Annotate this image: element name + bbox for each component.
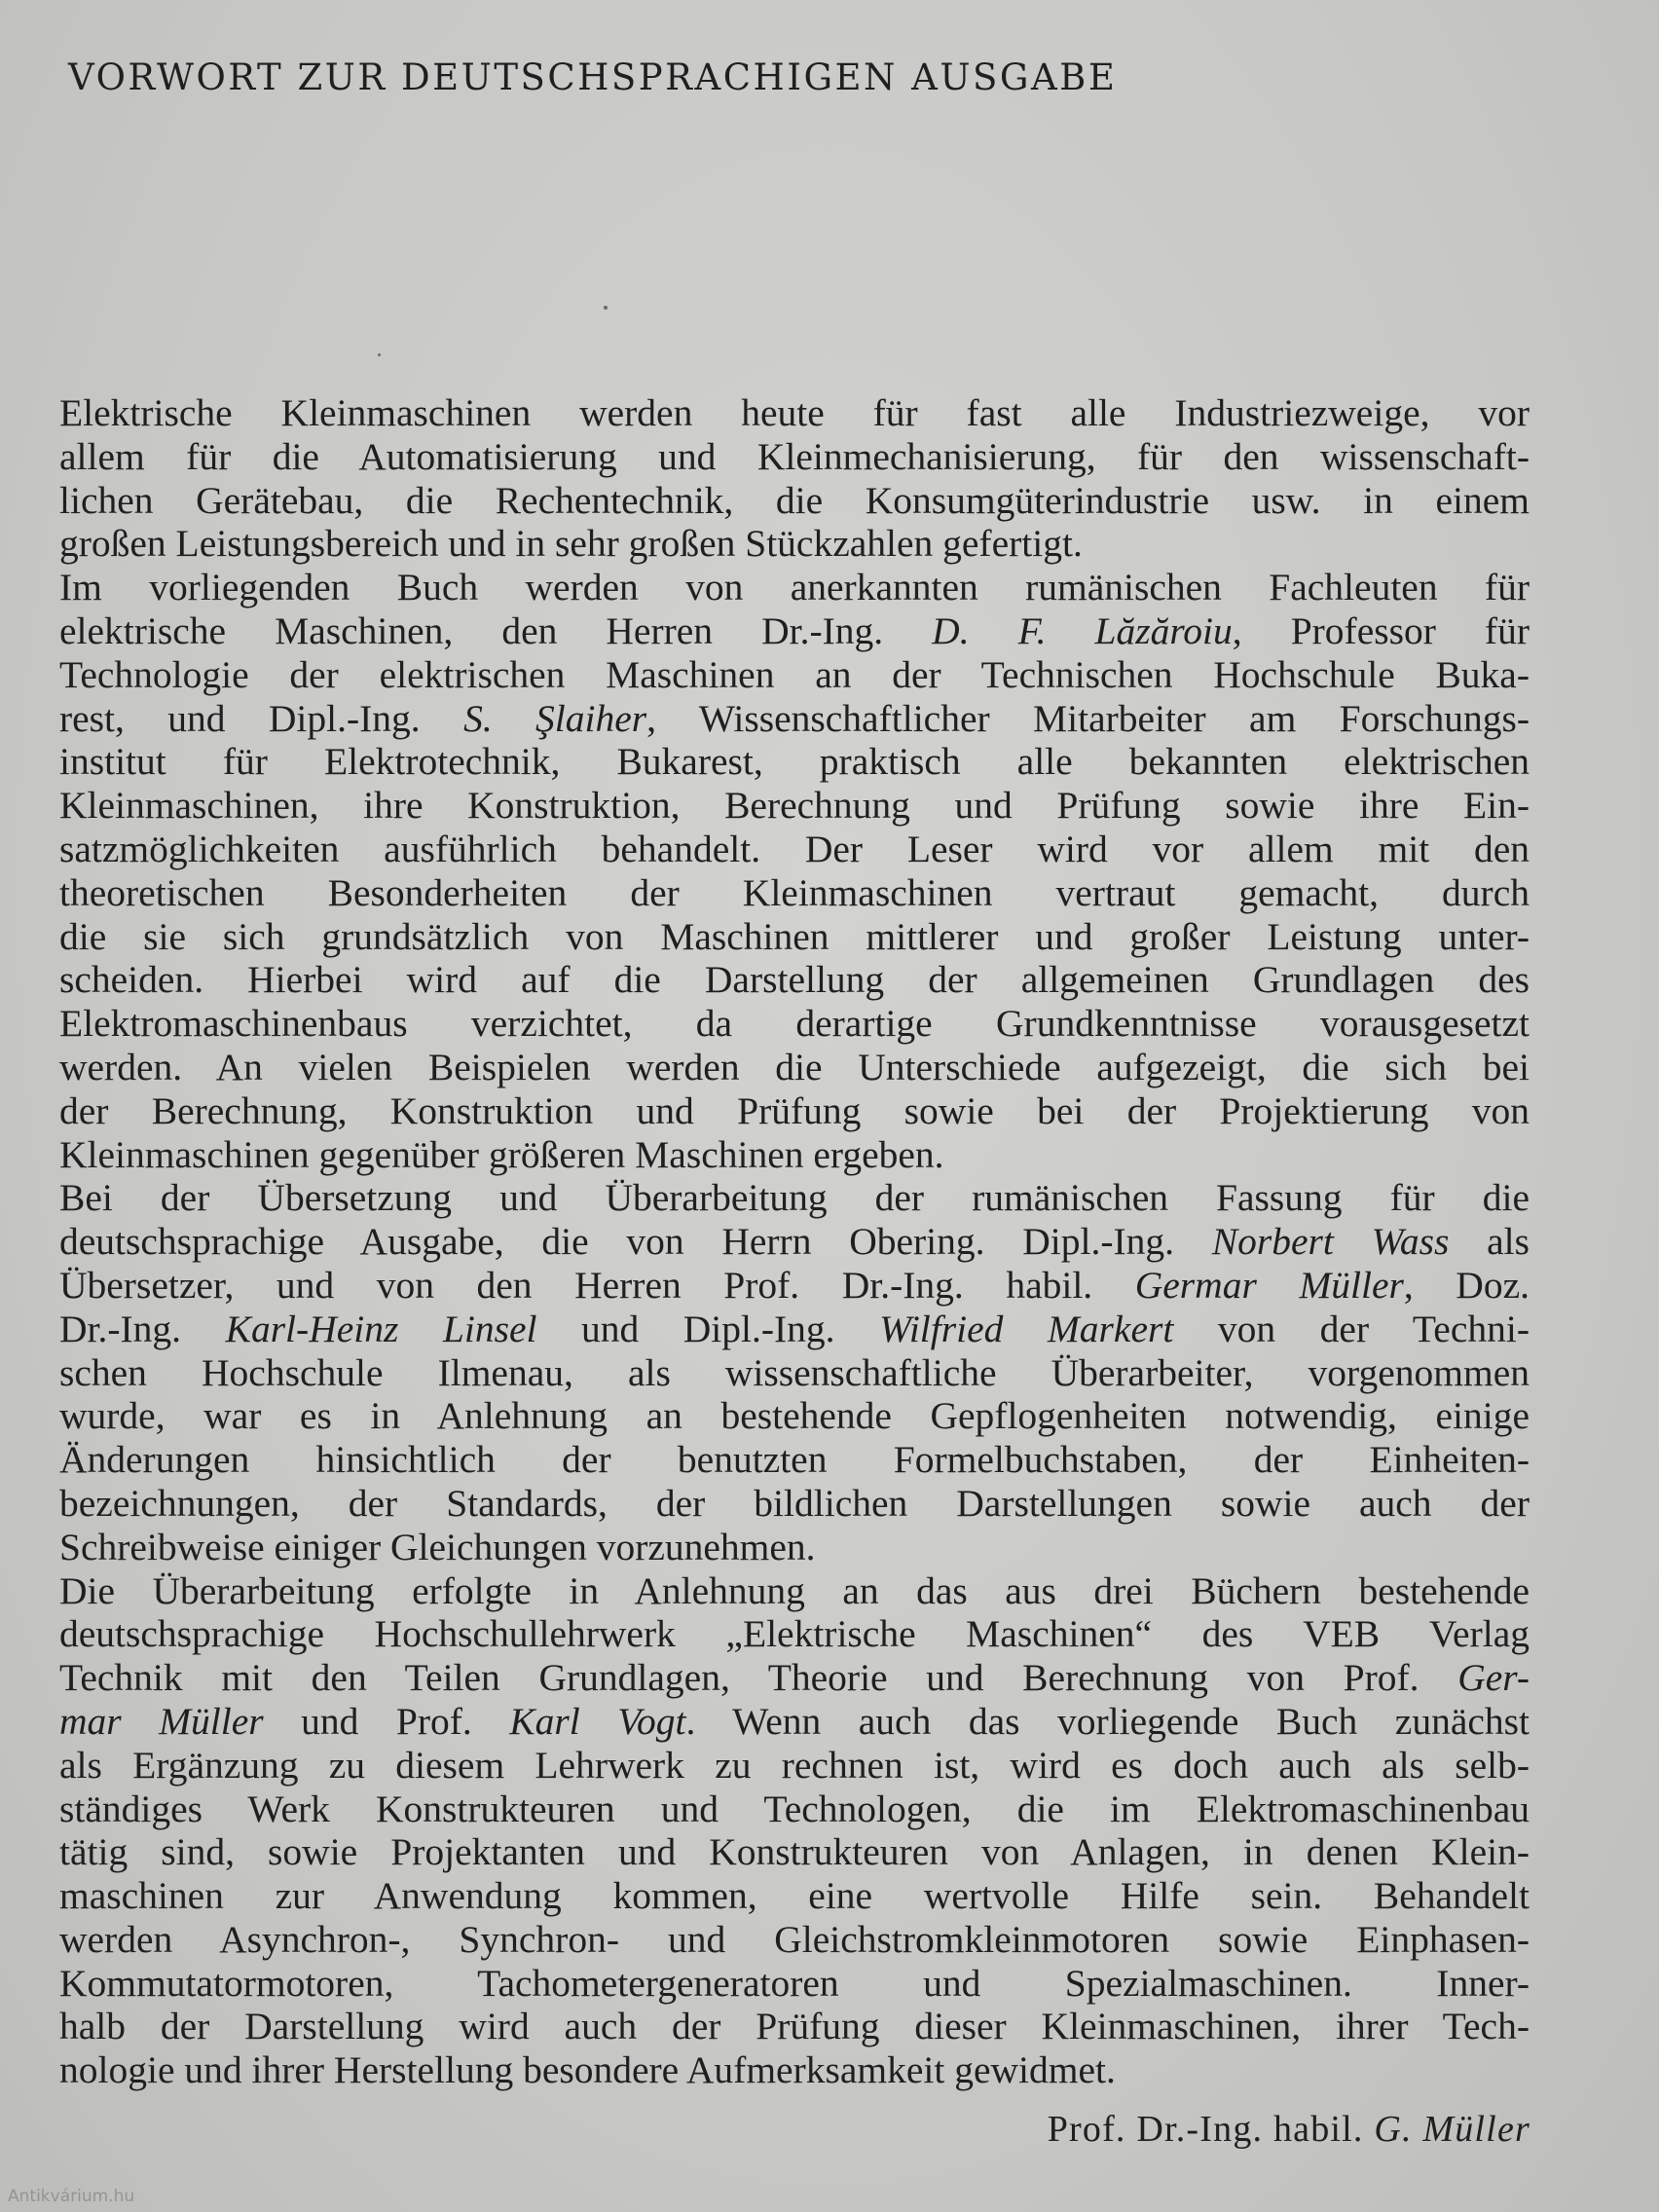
text-line: rest, und Dipl.-Ing. S. Şlaiher, Wissenschaftlicher Mitarbeiter am Forschungs- — [59, 696, 1530, 740]
page-heading: VORWORT ZUR DEUTSCHSPRACHIGEN AUSGABE — [68, 56, 1118, 98]
text-line: nologie und ihrer Herstellung besondere Aufmerksamkeit gewidmet. — [59, 2048, 1116, 2092]
text-line: Im vorliegenden Buch werden von anerkannten rumänischen Fachleuten für — [59, 566, 1530, 609]
text-line: Technik mit den Teilen Grundlagen, Theorie und Berechnung von Prof. Ger- — [59, 1656, 1530, 1700]
text-line: theoretischen Besonderheiten der Kleinmaschinen vertraut gemacht, durch — [59, 870, 1530, 914]
text-line: mar Müller und Prof. Karl Vogt. Wenn auch das vorliegende Buch zunächst — [59, 1699, 1530, 1743]
text-line: deutschsprachige Ausgabe, die von Herrn Obering. Dipl.-Ing. Norbert Wass als — [59, 1220, 1530, 1264]
signature-title: Prof. Dr.-Ing. habil. — [1047, 2109, 1364, 2150]
paper-speck — [604, 306, 608, 310]
text-line: werden Asynchron-, Synchron- und Gleichstromkleinmotoren sowie Einphasen- — [59, 1917, 1530, 1961]
text-line: satzmöglichkeiten ausführlich behandelt. Der Leser wird vor allem mit den — [59, 827, 1530, 870]
text-line: der Berechnung, Konstruktion und Prüfung sowie bei der Projektierung von — [59, 1088, 1530, 1132]
text-line: Kleinmaschinen gegenüber größeren Maschinen ergeben. — [59, 1132, 944, 1176]
preface-body — [59, 391, 1530, 2092]
text-line: lichen Gerätebau, die Rechentechnik, die Konsumgüterindustrie usw. in einem — [59, 478, 1530, 522]
paper-speck — [378, 353, 381, 356]
text-line: wurde, war es in Anlehnung an bestehende Gepflogenheiten notwendig, einige — [59, 1394, 1530, 1438]
text-line: bezeichnungen, der Standards, der bildlichen Darstellungen sowie auch der — [59, 1481, 1530, 1525]
text-line: Bei der Übersetzung und Überarbeitung der rumänischen Fassung für die — [59, 1176, 1530, 1220]
text-line: Elektrische Kleinmaschinen werden heute für fast alle Industriezweige, vor — [59, 391, 1530, 434]
watermark-logo: Antikvárium.hu — [8, 2187, 135, 2206]
text-line: Elektromaschinenbaus verzichtet, da derartige Grundkenntnisse vorausgesetzt — [59, 1002, 1530, 1046]
text-line: Technologie der elektrischen Maschinen an der Technischen Hochschule Buka- — [59, 652, 1530, 696]
text-line: Schreibweise einiger Gleichungen vorzunehmen. — [59, 1525, 816, 1568]
text-line: Kleinmaschinen, ihre Konstruktion, Berechnung und Prüfung sowie ihre Ein- — [59, 784, 1530, 828]
text-line: deutschsprachige Hochschullehrwerk „Elektrische Maschinen“ des VEB Verlag — [59, 1612, 1530, 1656]
text-line: die sie sich grundsätzlich von Maschinen mittlerer und großer Leistung unter- — [59, 914, 1530, 958]
text-line: großen Leistungsbereich und in sehr großen Stückzahlen gefertigt. — [59, 522, 1083, 566]
text-line: werden. An vielen Beispielen werden die Unterschiede aufgezeigt, die sich bei — [59, 1045, 1530, 1088]
signature-name: G. Müller — [1374, 2109, 1530, 2150]
text-line: ständiges Werk Konstrukteuren und Technologen, die im Elektromaschinenbau — [59, 1787, 1530, 1830]
text-line: Übersetzer, und von den Herren Prof. Dr.-Ing. habil. Germar Müller, Doz. — [59, 1263, 1530, 1307]
text-line: institut für Elektrotechnik, Bukarest, praktisch alle bekannten elektrischen — [59, 740, 1530, 784]
text-line: Die Überarbeitung erfolgte in Anlehnung an das aus drei Büchern bestehende — [59, 1568, 1530, 1612]
text-line: scheiden. Hierbei wird auf die Darstellung der allgemeinen Grundlagen des — [59, 958, 1530, 1002]
text-line: maschinen zur Anwendung kommen, eine wertvolle Hilfe sein. Behandelt — [59, 1874, 1530, 1918]
text-line: als Ergänzung zu diesem Lehrwerk zu rechnen ist, wird es doch auch als selb- — [59, 1743, 1530, 1787]
text-line: tätig sind, sowie Projektanten und Konstrukteuren von Anlagen, in denen Klein- — [59, 1830, 1530, 1874]
text-line: schen Hochschule Ilmenau, als wissenschaftliche Überarbeiter, vorgenommen — [59, 1350, 1530, 1394]
text-line: Kommutatormotoren, Tachometergeneratoren und Spezialmaschinen. Inner- — [59, 1961, 1530, 2005]
text-line: Dr.-Ing. Karl-Heinz Linsel und Dipl.-Ing. Wilfried Markert von der Techni- — [59, 1307, 1530, 1350]
signature — [1048, 2108, 1530, 2151]
text-line: elektrische Maschinen, den Herren Dr.-Ing. D. F. Lăzăroiu, Professor für — [59, 608, 1530, 652]
text-line: halb der Darstellung wird auch der Prüfung dieser Kleinmaschinen, ihrer Tech- — [59, 2005, 1530, 2048]
text-line: Änderungen hinsichtlich der benutzten Formelbuchstaben, der Einheiten- — [59, 1438, 1530, 1482]
text-line: allem für die Automatisierung und Kleinmechanisierung, für den wissenschaft- — [59, 434, 1530, 478]
